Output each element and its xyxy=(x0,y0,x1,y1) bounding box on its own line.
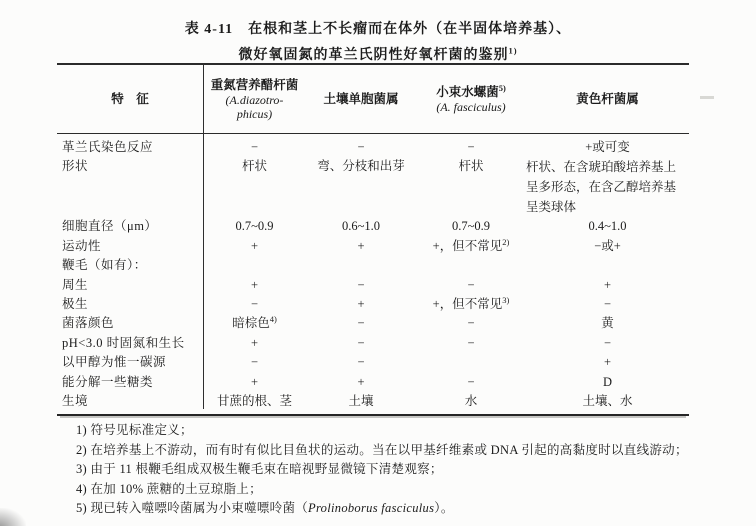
row-label: 鞭毛（如有）： xyxy=(62,258,147,273)
cell: − xyxy=(467,316,475,331)
cell: 0.6~1.0 xyxy=(341,219,380,234)
cell: + xyxy=(250,277,259,292)
cell: 杆状、在含琥珀酸培养基上呈多形态，在含乙醇培养基呈类球体 xyxy=(526,160,677,215)
cell: 水 xyxy=(464,394,478,409)
cell xyxy=(203,256,306,275)
cell: − xyxy=(603,297,612,312)
cell: 0.7~0.9 xyxy=(235,219,274,234)
row-label: 周生 xyxy=(62,277,89,292)
comparison-table xyxy=(57,63,689,416)
footnote-2: 2) 在培养基上不游动，而有时有似比目鱼状的运动。当在以甲基纤维素或 DNA 引起的高黏度时以直线游动； xyxy=(76,442,688,457)
cell: + xyxy=(357,374,365,389)
cell: − xyxy=(250,140,259,154)
cell: + xyxy=(250,374,259,389)
cell: 杆状 xyxy=(241,159,267,174)
row-label: 以甲醇为惟一碳源 xyxy=(62,355,167,370)
header-col-diazotrophicus xyxy=(203,78,306,121)
cell: 弯、分枝和出芽 xyxy=(317,159,405,174)
row-label: 能分解一些糖类 xyxy=(62,374,154,389)
cell: − xyxy=(603,335,612,350)
cell: − xyxy=(467,335,475,350)
cell: 土壤、水 xyxy=(582,394,633,409)
table-title-line2: 微好氧固氮的革兰氏阴性好氧杆菌的鉴别$^{1)}$ xyxy=(238,45,518,63)
scan-artifact xyxy=(700,96,714,99)
footnote-5-latin: Prolinoborus fasciculus xyxy=(308,501,435,516)
table-row-ph-growth xyxy=(57,334,689,353)
cell xyxy=(416,256,526,275)
header-col-diazotrophicus-latin2: phicus) xyxy=(236,106,273,121)
cell: +，但不常见$^{2)}$ xyxy=(432,236,510,253)
cell: + xyxy=(603,277,612,292)
table-row-sugar-decompose xyxy=(57,373,689,392)
row-label: 极生 xyxy=(62,297,89,312)
cell: − xyxy=(357,316,365,331)
table-row-flagella xyxy=(57,256,689,275)
cell: + xyxy=(603,355,612,370)
cell: − xyxy=(250,355,259,370)
row-label: 革兰氏染色反应 xyxy=(62,140,154,154)
table-row-gram-stain xyxy=(57,138,689,157)
row-label: 运动性 xyxy=(62,238,102,253)
cell xyxy=(526,256,689,275)
cell: 杆状 xyxy=(458,159,484,174)
cell: + xyxy=(357,297,365,312)
cell: 甘蔗的根、茎 xyxy=(216,394,292,409)
table-body xyxy=(57,134,689,416)
table-row-cell-diameter xyxy=(57,217,689,236)
cell: 土壤 xyxy=(348,394,374,409)
row-label: 菌落颜色 xyxy=(62,316,115,331)
table-vertical-divider xyxy=(203,63,204,409)
cell: − xyxy=(357,140,365,154)
row-label: 生境 xyxy=(62,394,89,409)
header-col-diazotrophicus-latin1: (A.diazotro- xyxy=(225,92,284,107)
footnote-5-pre: 5) 现已转入噬嘌呤菌属为小束噬嘌呤菌（ xyxy=(76,501,309,516)
cell: 0.7~0.9 xyxy=(451,219,490,234)
cell: 暗棕色$^{4)}$ xyxy=(232,314,277,331)
cell: +，但不常见$^{3)}$ xyxy=(432,294,510,312)
header-col-fasciculus-latin1: (A. fasciculus) xyxy=(436,99,506,114)
row-label: pH<3.0 时固氮和生长 xyxy=(62,335,185,350)
cell xyxy=(306,256,416,275)
cell: −或+ xyxy=(594,238,621,253)
cell: − xyxy=(467,140,475,154)
header-feature: 特 征 xyxy=(111,91,149,106)
header-col-diazotrophicus-name: 重氮营养醋杆菌 xyxy=(210,77,299,92)
footnote-5-post: ）。 xyxy=(434,501,454,516)
table-row-shape xyxy=(57,157,689,217)
table-title xyxy=(0,20,756,66)
table-row-colony-color xyxy=(57,314,689,333)
table-row-habitat xyxy=(57,392,689,411)
footnote-5 xyxy=(76,499,724,519)
cell xyxy=(416,353,526,372)
footnote-1: 1) 符号见标准定义； xyxy=(76,423,193,437)
cell: D xyxy=(602,374,613,389)
cell: + xyxy=(250,335,259,350)
row-label: 形状 xyxy=(62,159,89,174)
row-label: 细胞直径（μm） xyxy=(62,219,158,234)
footnote-4: 4) 在加 10% 蔗糖的土豆琼脂上； xyxy=(76,481,262,496)
cell: + xyxy=(250,238,259,253)
header-col-fasciculus xyxy=(416,82,526,114)
cell: − xyxy=(357,335,365,350)
footnotes xyxy=(76,421,724,519)
cell: − xyxy=(357,277,365,292)
cell: +或可变 xyxy=(585,140,630,154)
cell: − xyxy=(250,297,259,312)
table-row-peritrichous xyxy=(57,276,689,295)
header-col-xanthobacter: 黄色杆菌属 xyxy=(576,91,639,106)
table-header-row xyxy=(57,63,689,134)
table-title-line1: 表 4-11 在根和茎上不长瘤而在体外（在半固体培养基）、 xyxy=(184,22,572,37)
cell: 黄 xyxy=(601,316,614,331)
footnote-3: 3) 由于 11 根鞭毛组成双极生鞭毛束在暗视野显微镜下清楚观察； xyxy=(76,462,443,477)
cell: − xyxy=(467,277,475,292)
scan-artifact xyxy=(0,508,26,526)
cell: − xyxy=(467,374,475,389)
table-row-polar xyxy=(57,295,689,314)
cell: 0.4~1.0 xyxy=(588,219,627,234)
header-col-fasciculus-name: 小束水螺菌$^{5)}$ xyxy=(436,82,506,99)
header-col-soil-monad: 土壤单胞菌属 xyxy=(323,91,399,106)
table-row-motility xyxy=(57,237,689,256)
table-row-methanol-carbon xyxy=(57,353,689,372)
cell: + xyxy=(357,238,365,253)
cell: − xyxy=(357,355,365,370)
